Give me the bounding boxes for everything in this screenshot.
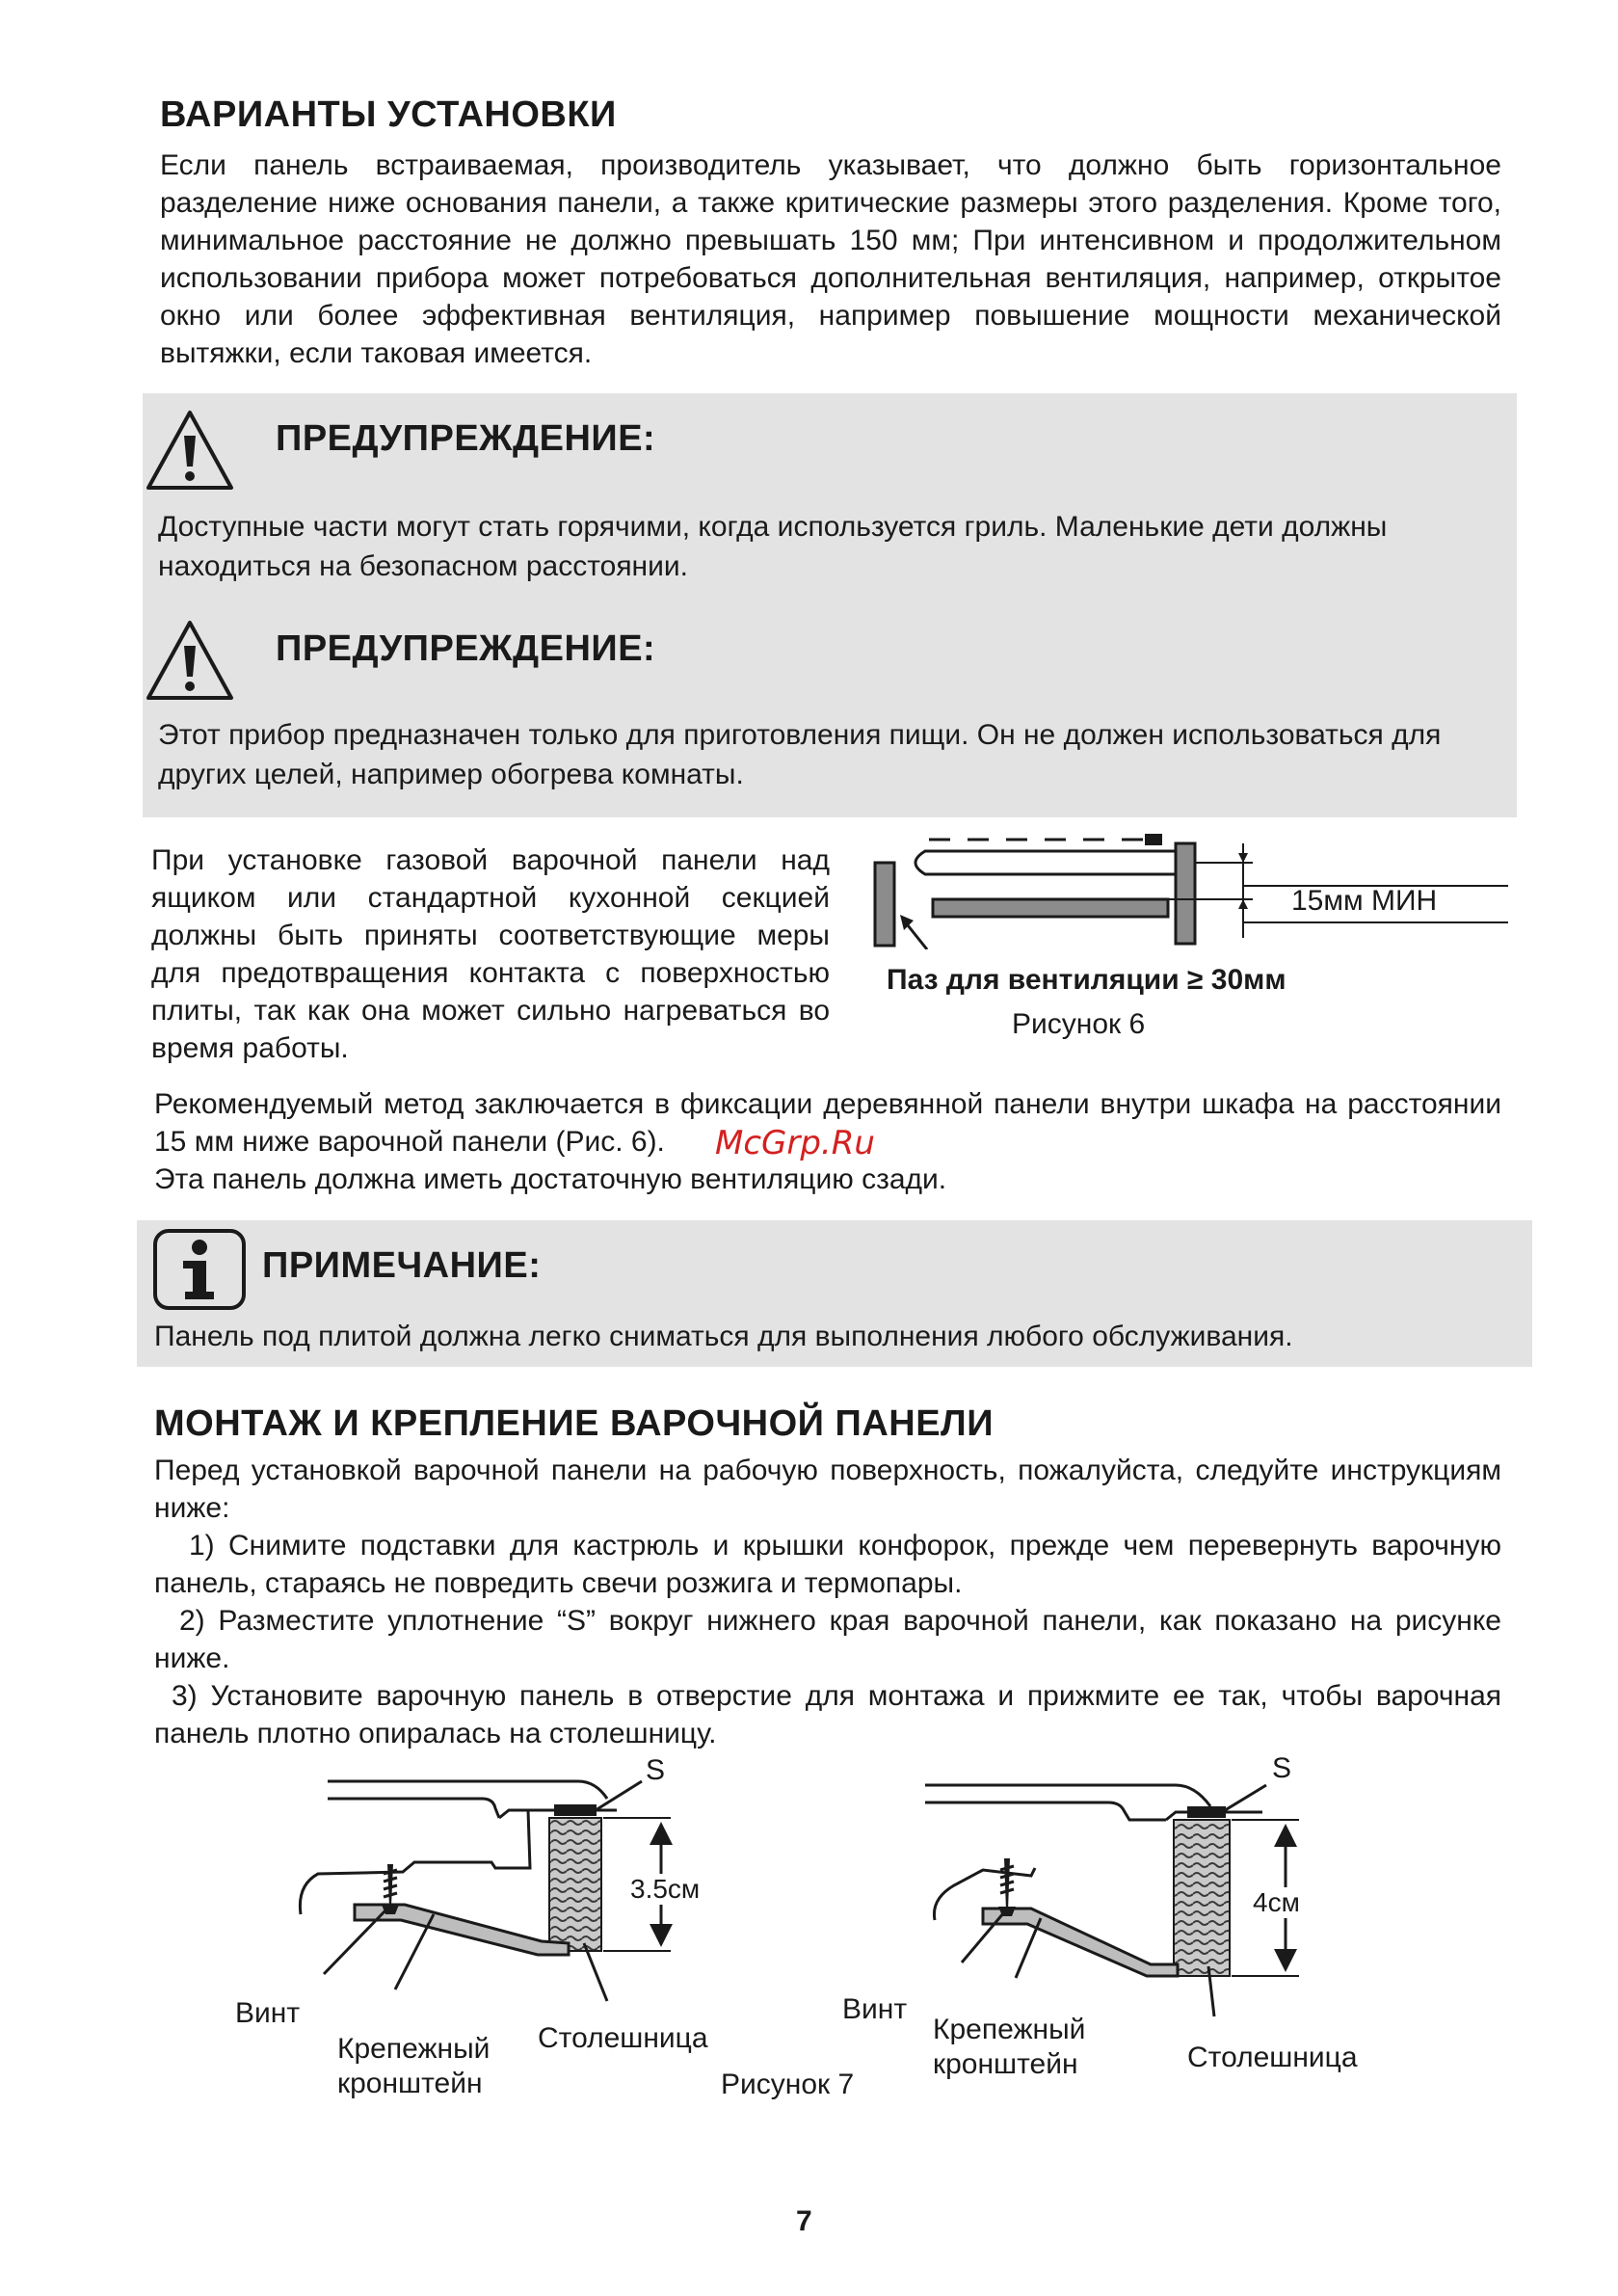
info-icon xyxy=(152,1228,247,1311)
recommend-paragraph: Рекомендуемый метод заключается в фиксации деревянной панели внутри шкафа на расстоянии 15 мм ниже варочной панели (Рис. 6). xyxy=(154,1088,1501,1158)
figure-7-right-worktop-label: Столешница xyxy=(1187,2042,1358,2073)
figure-7-left-dimension: 3.5см xyxy=(630,1874,701,1904)
figure-7-left-screw-label: Винт xyxy=(235,1997,301,2029)
figure-6-diagram xyxy=(867,824,1542,949)
bracket-label-line-2: кронштейн xyxy=(933,2048,1078,2080)
mounting-instructions xyxy=(154,1452,1501,1752)
drawer-paragraph: При установке газовой варочной панели над ящиком или стандартной кухонной секцией должны быть приняты соответствующие меры для предотвращения контакта с поверхностью плиты, так как она может сильно нагреваться во время работы. xyxy=(151,844,830,1064)
bracket-label-line-1: Крепежный xyxy=(933,2014,1086,2045)
section-heading-installation-options: ВАРИАНТЫ УСТАНОВКИ xyxy=(160,94,617,135)
warning-text-1: Доступные части могут стать горячими, когда используется гриль. Маленькие дети должны находиться на безопасном расстоянии. xyxy=(158,511,1388,582)
figure-7-right-bracket-label xyxy=(933,2013,1085,2082)
figure-7-left-seal-label: S xyxy=(646,1754,666,1786)
mounting-step-1: 1) Снимите подставки для кастрюль и крышки конфорок, прежде чем перевернуть варочную панель, стараясь не повредить свечи розжига и термопары. xyxy=(154,1530,1501,1599)
bracket-label-line-1: Крепежный xyxy=(337,2033,491,2065)
bracket-label-line-2: кронштейн xyxy=(337,2068,483,2099)
warning-text-2: Этот прибор предназначен только для приготовления пищи. Он не должен использоваться для других целей, например обогрева комнаты. xyxy=(158,719,1442,790)
figure-6-dimension-label: 15мм МИН xyxy=(1291,885,1438,917)
note-title: ПРИМЕЧАНИЕ: xyxy=(262,1245,542,1286)
figure-7-right-seal-label: S xyxy=(1272,1752,1292,1784)
installation-options-paragraph: Если панель встраиваемая, производитель указывает, что должно быть горизонтальное разделение ниже основания панели, а также критические размеры этого разделения. Кроме того, минимальное расстояние не должно превышать 150 мм; При интенсивном и продолжительном использовании прибора может потребоваться дополнительная вентиляция, например, открытое окно или более эффективная вентиляция, например повышение мощности механической вытяжки, если таковая имеется. xyxy=(160,149,1501,369)
figure-6-caption: Рисунок 6 xyxy=(1012,1008,1146,1040)
mounting-intro: Перед установкой варочной панели на рабочую поверхность, пожалуйста, следуйте инструкциям ниже: xyxy=(154,1455,1501,1524)
mounting-step-3: 3) Установите варочную панель в отверстие для монтажа и прижмите ее так, чтобы варочная панель плотно опиралась на столешницу. xyxy=(154,1680,1501,1749)
figure-7-right-dimension: 4см xyxy=(1253,1887,1300,1917)
figure-7-caption: Рисунок 7 xyxy=(721,2069,855,2100)
watermark: McGrp.Ru xyxy=(715,1124,875,1162)
figure-7-right-screw-label: Винт xyxy=(842,1993,908,2025)
figure-7-left-worktop-label: Столешница xyxy=(538,2022,708,2054)
mounting-step-2: 2) Разместите уплотнение “S” вокруг нижнего края варочной панели, как показано на рисунке ниже. xyxy=(154,1605,1501,1674)
figure-6-vent-label: Паз для вентиляции ≥ 30мм xyxy=(887,964,1286,996)
warning-triangle-icon xyxy=(145,619,235,702)
section-heading-mounting: МОНТАЖ И КРЕПЛЕНИЕ ВАРОЧНОЙ ПАНЕЛИ xyxy=(154,1403,995,1444)
note-text: Панель под плитой должна легко сниматься для выполнения любого обслуживания. xyxy=(154,1321,1293,1352)
figure-7-left-bracket-label xyxy=(337,2032,490,2101)
warning-title-1: ПРЕДУПРЕЖДЕНИЕ: xyxy=(276,418,656,459)
page-number: 7 xyxy=(796,2205,812,2237)
warning-title-2: ПРЕДУПРЕЖДЕНИЕ: xyxy=(276,628,656,669)
recommend-paragraph-2: Эта панель должна иметь достаточную вентиляцию сзади. xyxy=(154,1163,947,1195)
warning-triangle-icon xyxy=(145,409,235,492)
